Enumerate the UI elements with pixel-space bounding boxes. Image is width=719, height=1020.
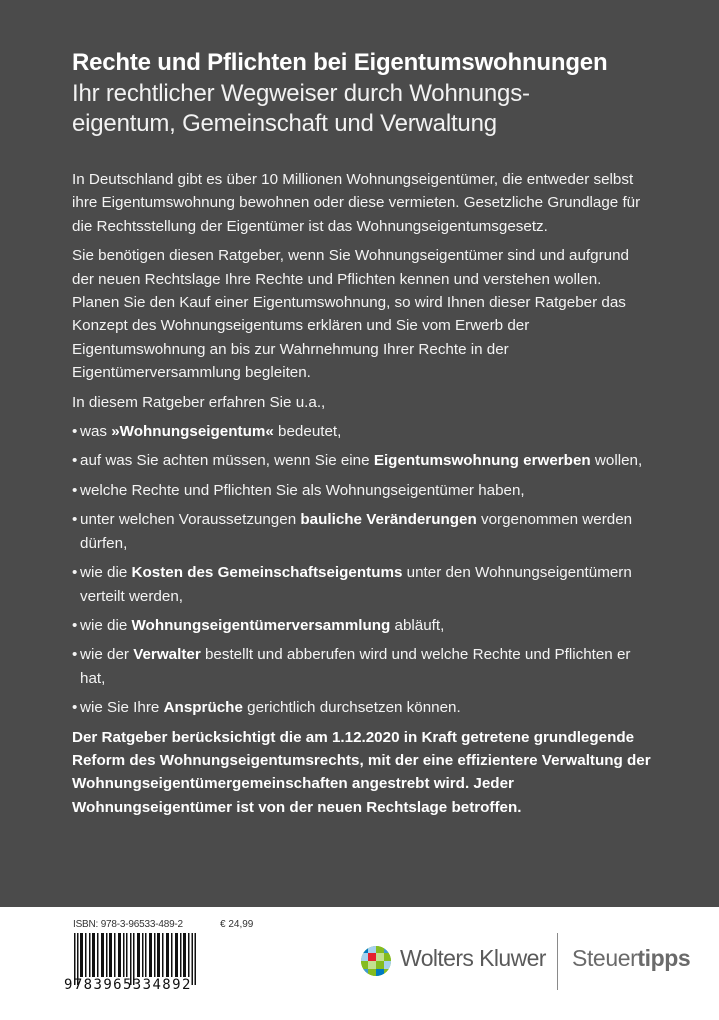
list-item: • wie Sie Ihre Ansprüche gerichtlich durchsetzen können. (72, 696, 652, 719)
list-item: • welche Rechte und Pflichten Sie als Wohnungseigentümer haben, (72, 479, 652, 502)
topics-list (72, 420, 652, 719)
subtitle-line-2: eigentum, Gemeinschaft und Verwaltung (72, 110, 497, 137)
list-item: • wie der Verwalter bestellt und abberufen wird und welche Rechte und Pflichten er hat, (72, 643, 652, 690)
logo-divider (557, 933, 558, 990)
barcode-digits: 9783965334892 (64, 977, 192, 993)
publisher-name: Wolters Kluwer (400, 945, 546, 971)
isbn-label: ISBN: 978-3-96533-489-2 (73, 919, 183, 930)
series-logo: Steuertipps (572, 945, 691, 971)
list-item: • wie die Kosten des Gemeinschaftseigentums unter den Wohnungseigentümern verteilt werden, (72, 561, 652, 608)
list-item: • auf was Sie achten müssen, wenn Sie eine Eigentumswohnung erwerben wollen, (72, 449, 652, 472)
price-label: € 24,99 (220, 919, 254, 930)
list-intro: In diesem Ratgeber erfahren Sie u.a., (72, 393, 326, 411)
intro-paragraph: In Deutschland gibt es über 10 Millionen Wohnungseigentümer, die entweder selbst ihre Eigentumswohnung bewohnen oder diese vermieten. Gesetzliche Grundlage für die Rechtsstellung der Eigentümer ist das Wohnungseigentumsgesetz. (72, 171, 641, 235)
list-item: • was »Wohnungseigentum« bedeutet, (72, 420, 652, 443)
bullet-icon: • (72, 452, 78, 470)
bullet-icon: • (72, 423, 78, 441)
book-subtitle (72, 79, 692, 139)
bullet-icon: • (72, 511, 78, 529)
audience-paragraph: Sie benötigen diesen Ratgeber, wenn Sie Wohnungseigentümer sind und aufgrund der neuen Rechtslage Ihre Rechte und Pflichten kennen und verstehen wollen. Planen Sie den Kauf einer Eigentumswohnung, so wird Ihnen dieser Ratgeber das Konzept des Wohnungseigentums erklären und Sie vom Erwerb der Eigentumswohnung an bis zur Wahrnehmung Ihrer Rechte in der Eigentümerversammlung begleiten. (72, 247, 629, 382)
list-item: • wie die Wohnungseigentümerversammlung abläuft, (72, 614, 652, 637)
bullet-icon: • (72, 699, 78, 717)
book-title: Rechte und Pflichten bei Eigentumswohnungen (72, 49, 608, 76)
subtitle-line-1: Ihr rechtlicher Wegweiser durch Wohnungs- (72, 80, 530, 107)
bullet-icon: • (72, 481, 78, 499)
bullet-icon: • (72, 646, 78, 664)
blurb (72, 168, 652, 825)
footer-strip (0, 907, 719, 1020)
closing-paragraph: Der Ratgeber berücksichtigt die am 1.12.2020 in Kraft getretene grundlegende Reform des Wohnungseigentumsrechts, mit der eine effizientere Verwaltung der Wohnungseigentümergemeinschaften angestrebt wird. Jeder Wohnungseigentümer ist von der neuen Rechtslage betroffen. (72, 728, 651, 816)
bullet-icon: • (72, 564, 78, 582)
list-item: • unter welchen Voraussetzungen bauliche Veränderungen vorgenommen werden dürfen, (72, 508, 652, 555)
wolters-kluwer-logo-icon (360, 945, 392, 977)
bullet-icon: • (72, 616, 78, 634)
